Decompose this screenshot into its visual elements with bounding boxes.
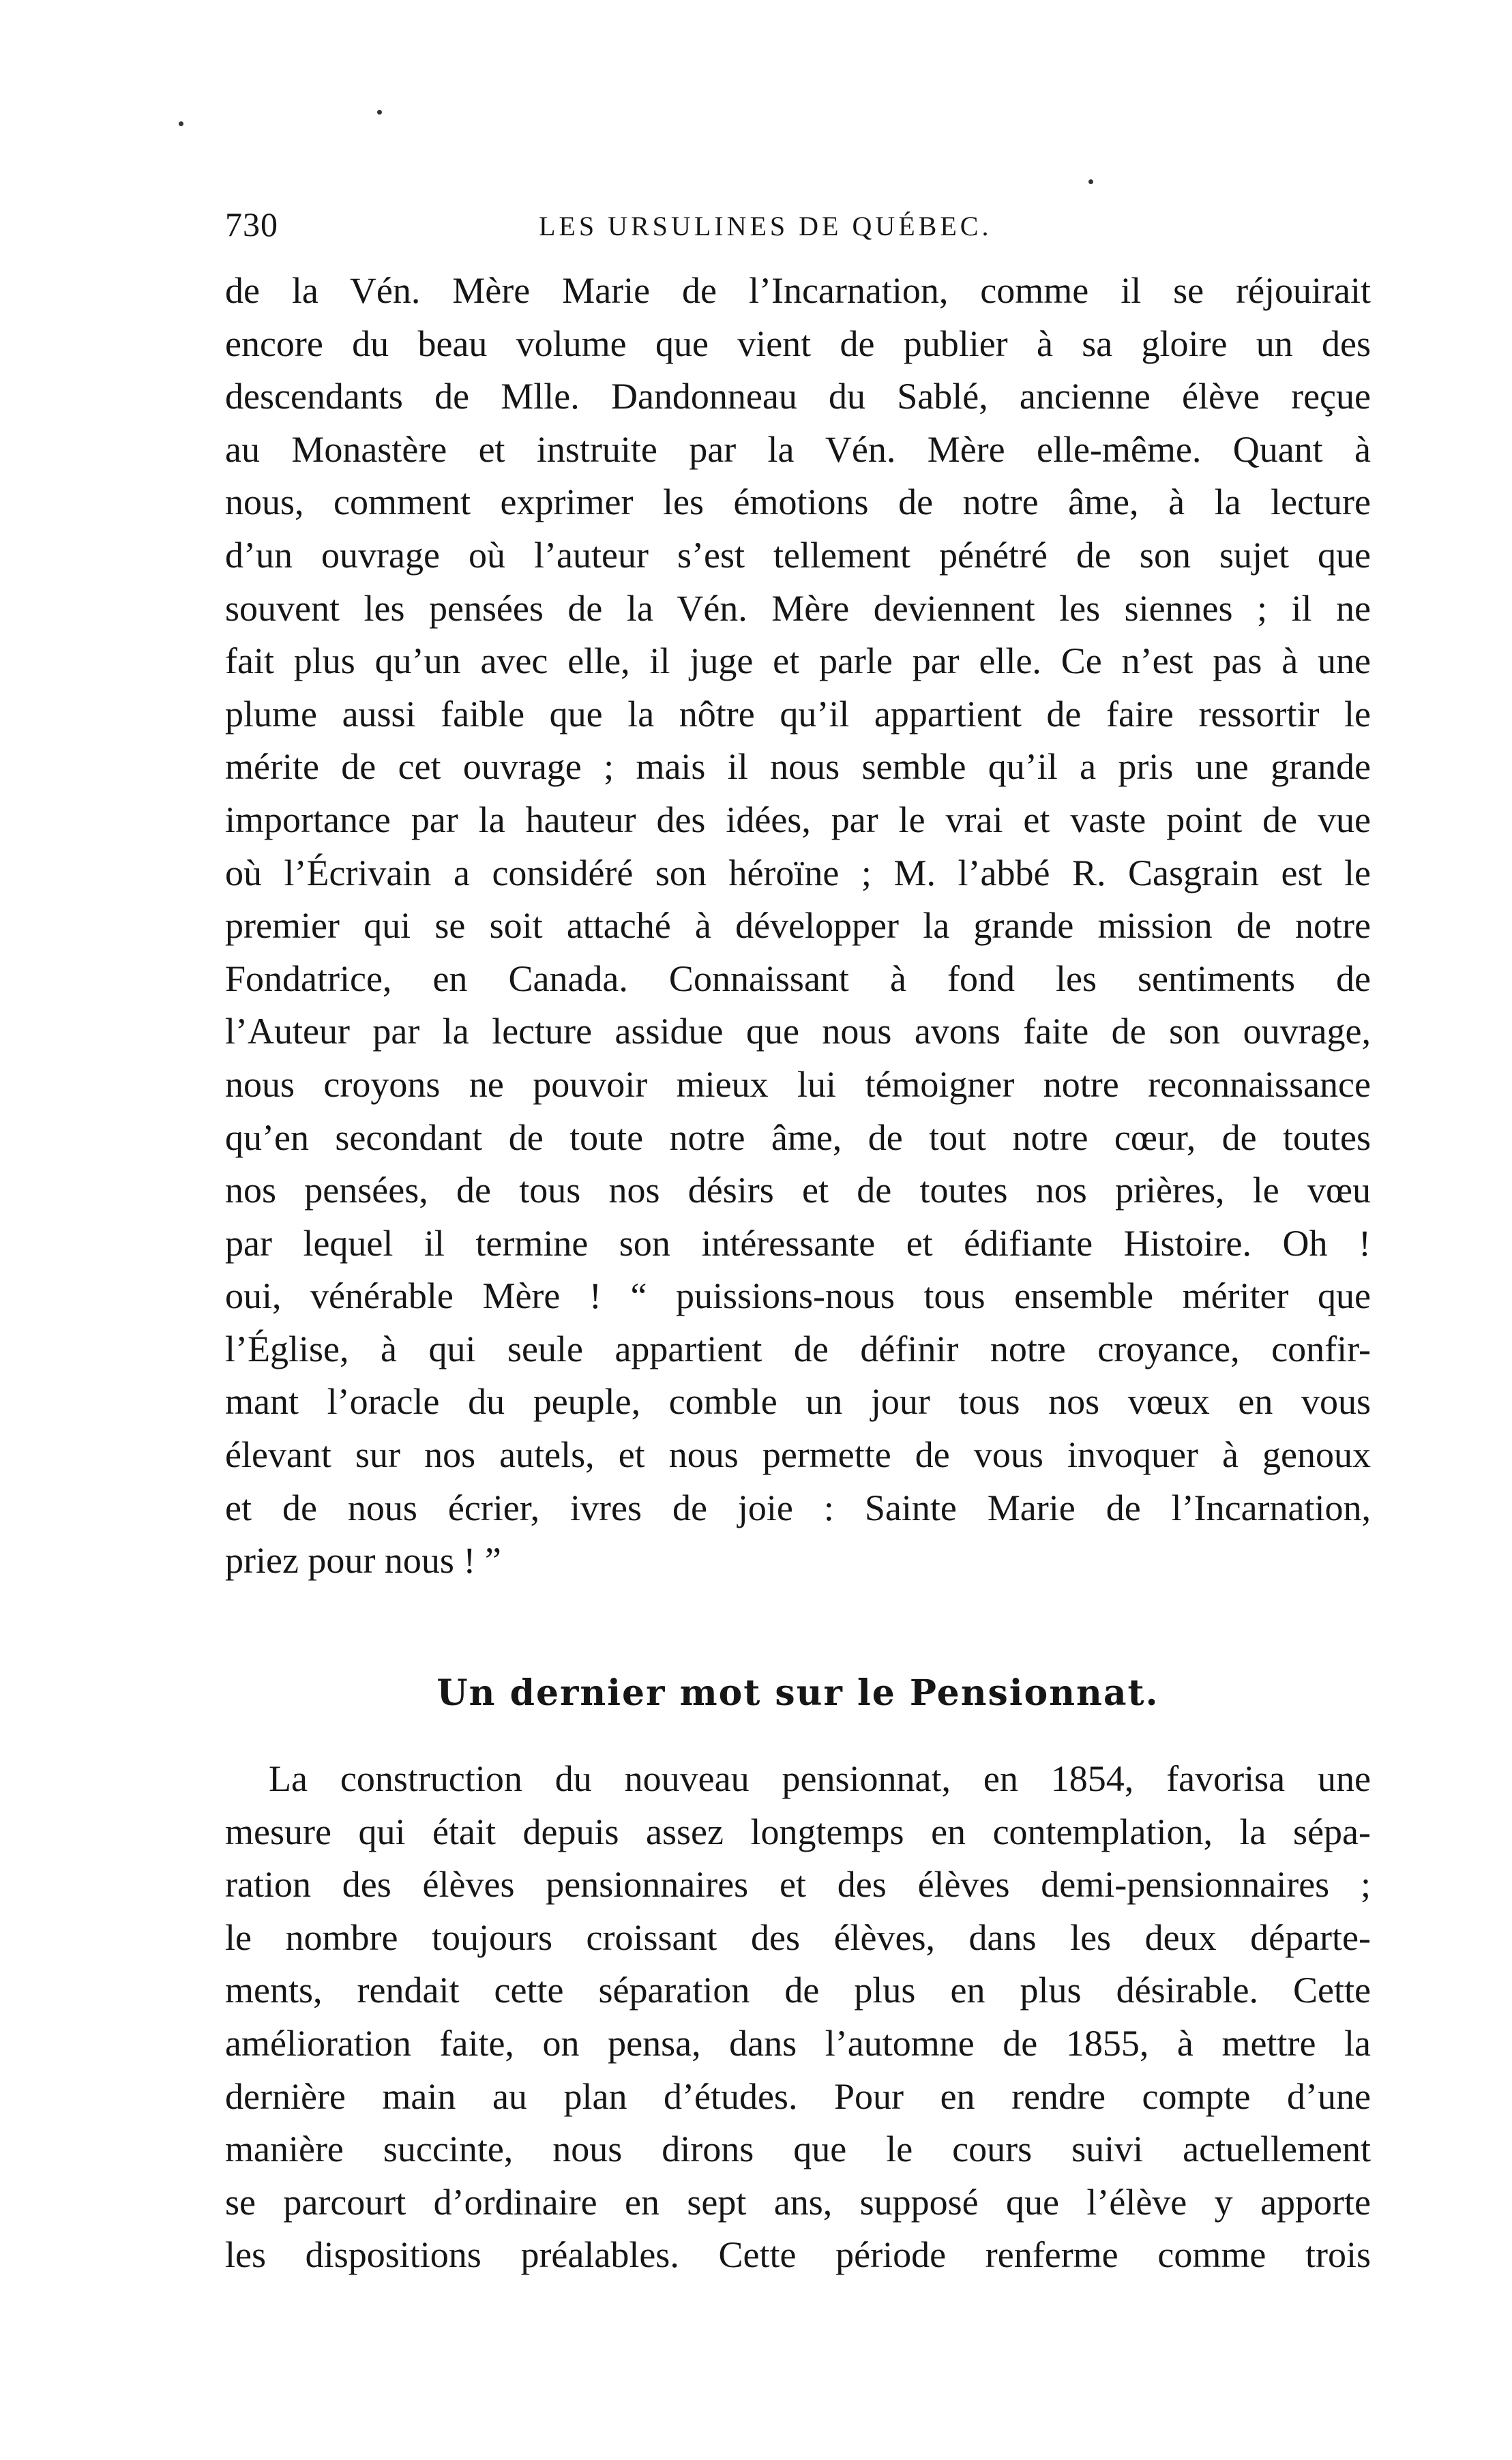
- text-line: premier qui se soit attaché à développer la grande mission de notre: [225, 905, 1371, 947]
- text-line: au Monastère et instruite par la Vén. Mère elle-même. Quant à: [225, 428, 1371, 470]
- text-line: mant l’oracle du peuple, comble un jour tous nos vœux en vous: [225, 1381, 1371, 1423]
- text-line: plume aussi faible que la nôtre qu’il appartient de faire ressortir le: [225, 693, 1371, 735]
- text-line: de la Vén. Mère Marie de l’Incarnation, comme il se réjouirait: [225, 270, 1371, 311]
- page-number: 730: [225, 205, 278, 243]
- text-line: La construction du nouveau pensionnat, en 1854, favorisa une: [269, 1758, 1371, 1799]
- running-title: LES URSULINES DE QUÉBEC.: [539, 211, 992, 241]
- text-line: oui, vénérable Mère ! “ puissions-nous tous ensemble mériter que: [225, 1275, 1371, 1317]
- text-line: nous, comment exprimer les émotions de notre âme, à la lecture: [225, 481, 1371, 523]
- page-header: [225, 205, 1371, 259]
- text-line: élevant sur nos autels, et nous permette de vous invoquer à genoux: [225, 1434, 1371, 1476]
- text-line: nos pensées, de tous nos désirs et de toutes nos prières, le vœu: [225, 1170, 1371, 1211]
- text-line: priez pour nous ! ”: [225, 1540, 501, 1582]
- text-line: où l’Écrivain a considéré son héroïne ; M. l’abbé R. Casgrain est le: [225, 852, 1371, 893]
- paragraph-1: [225, 265, 1371, 1588]
- text-line: mesure qui était depuis assez longtemps en contemplation, la sépa-: [225, 1811, 1371, 1852]
- text-line: qu’en secondant de toute notre âme, de tout notre cœur, de toutes: [225, 1116, 1371, 1158]
- text-line: nous croyons ne pouvoir mieux lui témoigner notre reconnaissance: [225, 1063, 1371, 1105]
- text-line: et de nous écrier, ivres de joie : Sainte Marie de l’Incarnation,: [225, 1487, 1371, 1528]
- section-heading: Un dernier mot sur le Pensionnat.: [436, 1672, 1159, 1714]
- ink-speck: [377, 110, 382, 115]
- text-line: le nombre toujours croissant des élèves, dans les deux départe-: [225, 1916, 1371, 1958]
- text-line: l’Auteur par la lecture assidue que nous avons faite de son ouvrage,: [225, 1011, 1371, 1052]
- text-line: ments, rendait cette séparation de plus en plus désirable. Cette: [225, 1970, 1371, 2011]
- ink-speck: [179, 121, 183, 126]
- text-line: mérite de cet ouvrage ; mais il nous semble qu’il a pris une grande: [225, 746, 1371, 788]
- text-line: importance par la hauteur des idées, par le vrai et vaste point de vue: [225, 799, 1371, 840]
- text-line: par lequel il termine son intéressante et édifiante Histoire. Oh !: [225, 1222, 1371, 1264]
- paragraph-2: [225, 1753, 1371, 2282]
- text-line: Fondatrice, en Canada. Connaissant à fond les sentiments de: [225, 958, 1371, 999]
- text-line: souvent les pensées de la Vén. Mère deviennent les siennes ; il ne: [225, 587, 1371, 629]
- text-line: les dispositions préalables. Cette période renferme comme trois: [225, 2234, 1371, 2276]
- text-line: se parcourt d’ordinaire en sept ans, supposé que l’élève y apporte: [225, 2181, 1371, 2223]
- text-line: fait plus qu’un avec elle, il juge et parle par elle. Ce n’est pas à une: [225, 640, 1371, 682]
- text-line: encore du beau volume que vient de publier à sa gloire un des: [225, 323, 1371, 364]
- text-line: dernière main au plan d’études. Pour en rendre compte d’une: [225, 2075, 1371, 2117]
- text-line: amélioration faite, on pensa, dans l’automne de 1855, à mettre la: [225, 2022, 1371, 2064]
- text-line: descendants de Mlle. Dandonneau du Sablé, ancienne élève reçue: [225, 376, 1371, 417]
- ink-speck: [1088, 179, 1093, 184]
- text-line: l’Église, à qui seule appartient de définir notre croyance, confir-: [225, 1328, 1371, 1369]
- text-line: ration des élèves pensionnaires et des élèves demi-pensionnaires ;: [225, 1864, 1371, 1906]
- text-line: d’un ouvrage où l’auteur s’est tellement pénétré de son sujet que: [225, 534, 1371, 576]
- text-line: manière succinte, nous dirons que le cours suivi actuellement: [225, 2129, 1371, 2170]
